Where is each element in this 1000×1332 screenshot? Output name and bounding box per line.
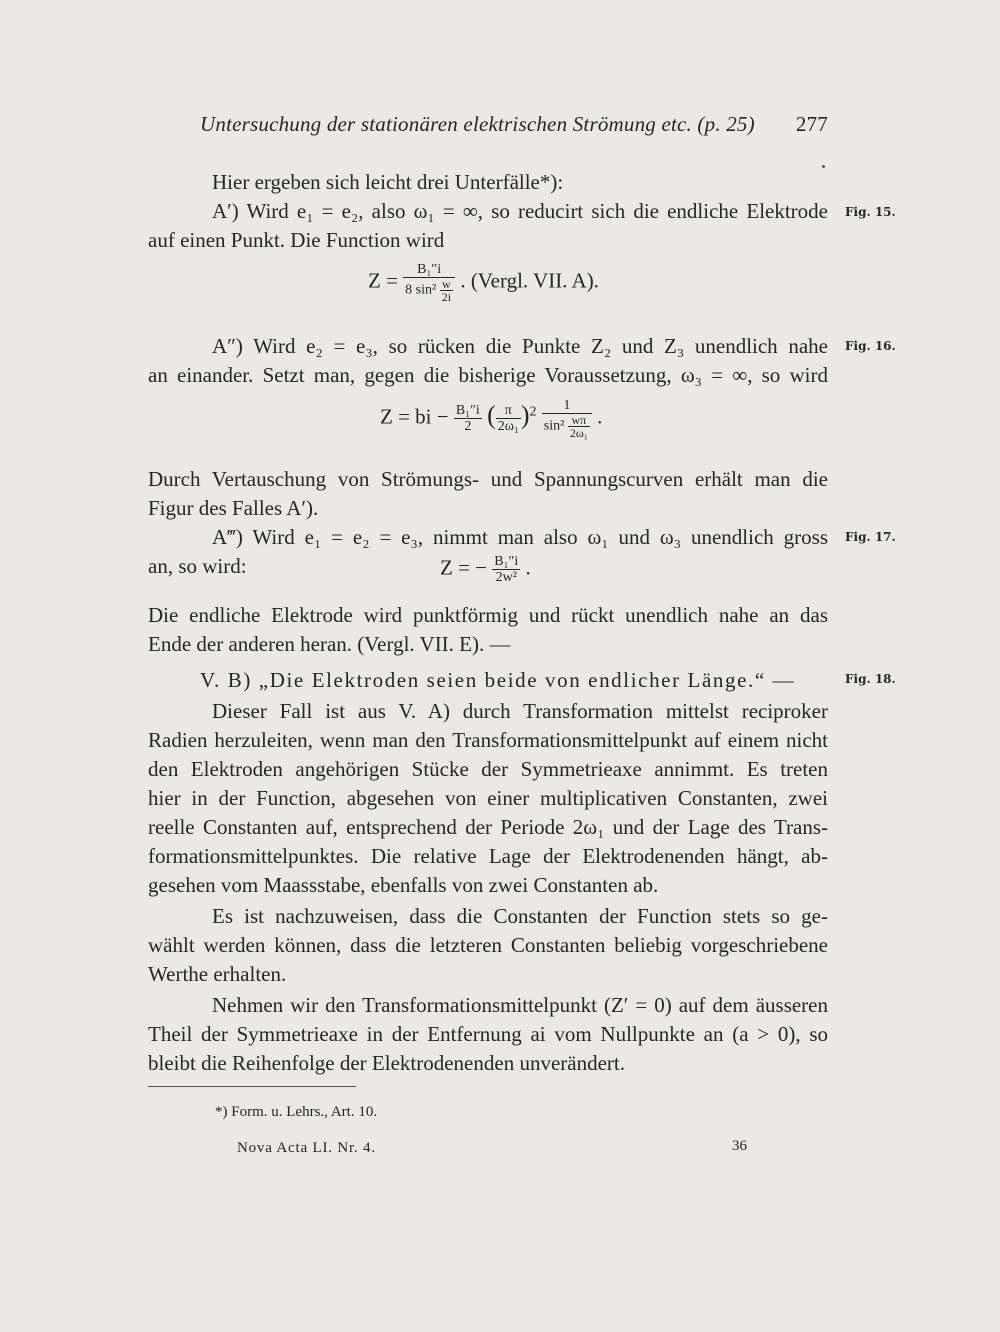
header-title: Untersuchung der stationären elektrischen Strömung etc. (p. 25) xyxy=(200,112,755,136)
figure-reference: Fig. 17. xyxy=(845,530,896,544)
text-line: reelle Constanten auf, entsprechend der Periode 2ω₁ und der Lage des Trans- xyxy=(148,815,828,839)
text-line: hier in der Function, abgesehen von einer multiplicativen Constanten, zwei xyxy=(148,786,828,810)
numerator: π xyxy=(496,403,521,419)
equation-tail: . xyxy=(525,555,531,580)
equation-lhs: Z = bi − xyxy=(380,404,449,429)
text-line: Werthe erhalten. xyxy=(148,962,287,986)
text-line: formationsmittelpunktes. Die relative Lage der Elektrodenenden hängt, ab- xyxy=(148,844,828,868)
fraction xyxy=(542,398,592,439)
inner-fraction xyxy=(568,414,590,439)
denominator: 2w² xyxy=(495,570,517,585)
figure-reference: Fig. 16. xyxy=(845,339,896,353)
right-paren: ) xyxy=(520,400,530,430)
footnote-rule xyxy=(148,1086,356,1087)
text-line: Radien herzuleiten, wenn man den Transformationsmittelpunkt auf einem nicht xyxy=(148,728,828,752)
inner-fraction xyxy=(440,278,453,303)
numerator: B₁″i xyxy=(494,554,519,569)
footnote: *) Form. u. Lehrs., Art. 10. xyxy=(215,1104,378,1120)
denominator: 2i xyxy=(441,290,452,304)
text-line: Nehmen wir den Transformationsmittelpunkt (Z′ = 0) auf dem äusseren xyxy=(212,993,828,1017)
text-line: Durch Vertauschung von Strömungs- und Spannungscurven erhält man die xyxy=(148,467,828,491)
equation xyxy=(440,554,531,585)
text-line: Dieser Fall ist aus V. A) durch Transformation mittelst reciproker xyxy=(212,699,828,723)
exponent: 2 xyxy=(529,404,537,420)
fraction xyxy=(403,262,455,303)
numerator: wπ xyxy=(568,414,590,427)
text-line: den Elektroden angehörigen Stücke der Symmetrieaxe annimmt. Es treten xyxy=(148,757,828,781)
text-line: wählt werden können, dass die letzteren Constanten beliebig vorgeschriebene xyxy=(148,933,828,957)
denominator-prefix: 8 sin² xyxy=(405,282,437,298)
denominator: 2ω₁ xyxy=(569,426,588,440)
figure-reference: Fig. 18. xyxy=(845,672,896,686)
equation xyxy=(368,262,599,303)
denominator xyxy=(542,414,592,439)
text-line: Figur des Falles A′). xyxy=(148,496,319,520)
text-line: A′) Wird e₁ = e₂, also ω₁ = ∞, so reducirt sich die endliche Elektrode xyxy=(212,199,828,223)
equation-lhs: Z = xyxy=(368,268,398,293)
equation-tail: . xyxy=(597,404,603,429)
denominator-prefix: sin² xyxy=(543,418,565,434)
fraction xyxy=(496,403,521,434)
figure-reference: Fig. 15. xyxy=(845,205,896,219)
text-line: an, so wird: xyxy=(148,554,247,578)
equation-lhs: Z = − xyxy=(440,555,488,580)
section-heading: V. B) „Die Elektroden seien beide von endlicher Länge.“ — xyxy=(200,668,796,692)
text-line: Theil der Symmetrieaxe in der Entfernung ai vom Nullpunkte an (a > 0), so xyxy=(148,1022,828,1046)
page-number: 277 xyxy=(795,112,828,136)
numerator: 1 xyxy=(542,398,592,414)
fraction xyxy=(454,403,482,434)
text-line: Hier ergeben sich leicht drei Unterfälle*): xyxy=(212,170,564,194)
text-line: auf einen Punkt. Die Function wird xyxy=(148,228,445,252)
running-header xyxy=(200,112,828,137)
footer-journal: Nova Acta LI. Nr. 4. xyxy=(237,1140,376,1156)
fraction xyxy=(492,554,520,585)
numerator: w xyxy=(440,278,453,291)
text-line: Die endliche Elektrode wird punktförmig und rückt unendlich nahe an das xyxy=(148,603,828,627)
denominator: 2ω₁ xyxy=(497,419,519,434)
footer-signature: 36 xyxy=(732,1138,747,1154)
text-line: A″) Wird e₂ = e₃, so rücken die Punkte Z₂ und Z₃ unendlich nahe xyxy=(212,334,828,358)
text-line: an einander. Setzt man, gegen die bisherige Voraussetzung, ω₃ = ∞, so wird xyxy=(148,363,828,387)
denominator: 2 xyxy=(464,419,472,434)
left-paren: ( xyxy=(487,400,496,430)
text-line: A‴) Wird e₁ = e₂ = e₃, nimmt man also ω₁ und ω₃ unendlich gross xyxy=(212,525,828,549)
text-line: gesehen vom Maassstabe, ebenfalls von zwei Constanten ab. xyxy=(148,873,659,897)
denominator xyxy=(403,278,455,303)
equation-tail: . (Vergl. VII. A). xyxy=(460,268,599,293)
numerator: B₁″i xyxy=(403,262,455,278)
text-line: bleibt die Reihenfolge der Elektrodenenden unverändert. xyxy=(148,1051,625,1075)
text-line: Ende der anderen heran. (Vergl. VII. E). — xyxy=(148,632,511,656)
numerator: B₁″i xyxy=(455,403,480,418)
text-line: Es ist nachzuweisen, dass die Constanten der Function stets so ge- xyxy=(212,904,828,928)
equation xyxy=(380,398,602,439)
